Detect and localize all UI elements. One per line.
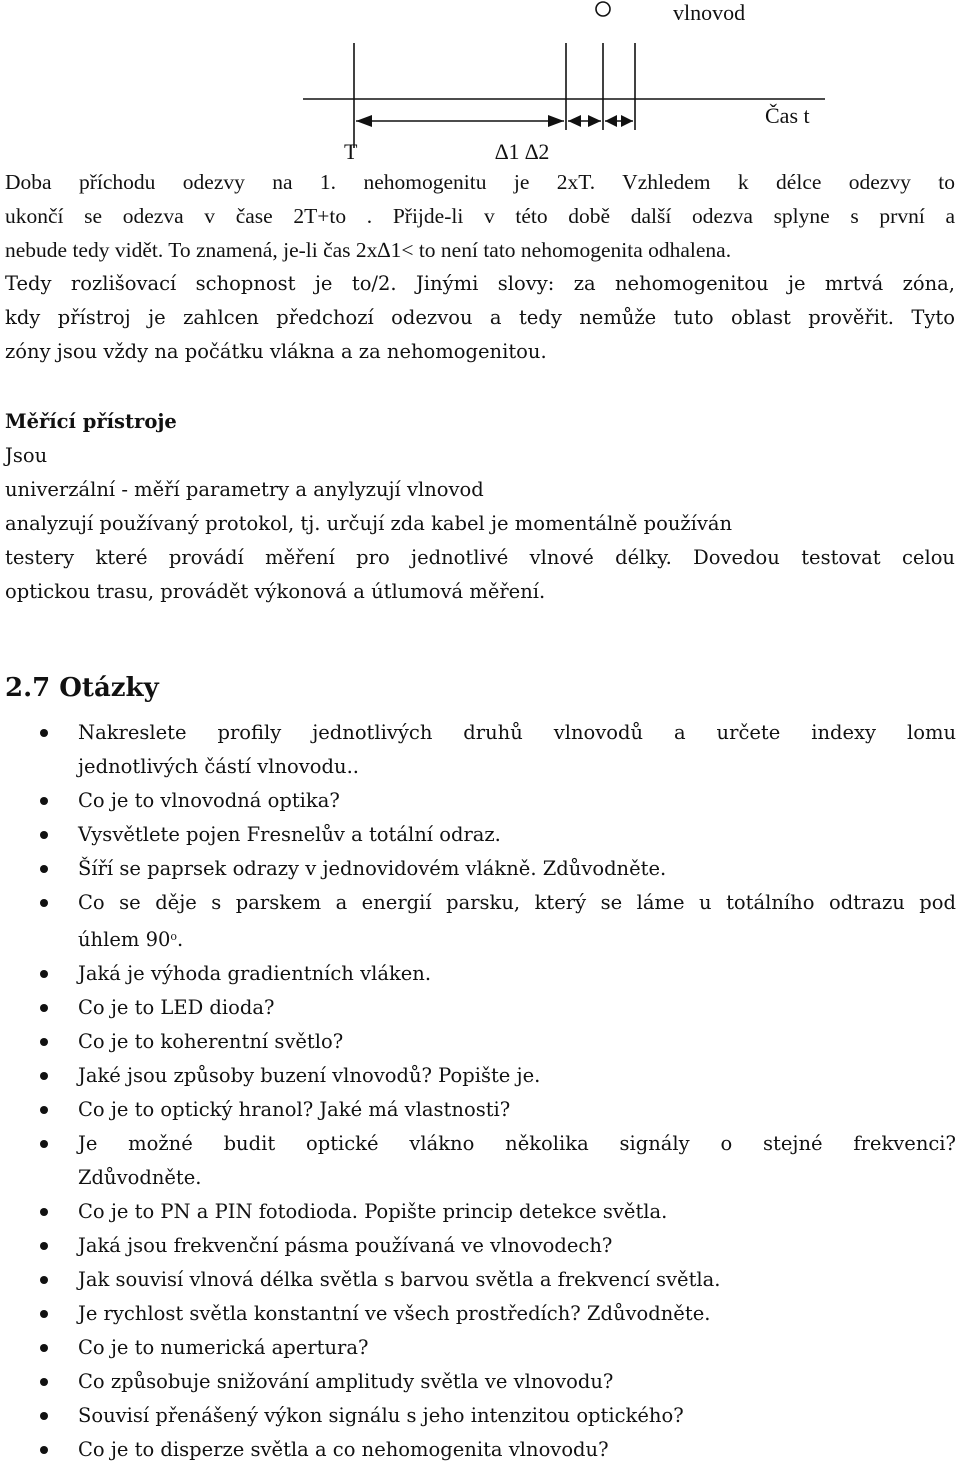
list-item-text: Souvisí přenášený výkon signálu s jeho intenzitou optického? xyxy=(78,1404,684,1427)
list-item xyxy=(0,1093,956,1127)
bullet-icon xyxy=(40,729,48,737)
list-item xyxy=(0,1059,956,1093)
list-item-text: Co je to koherentní světlo? xyxy=(78,1030,344,1053)
list-item xyxy=(0,1365,956,1399)
list-item-text: Jak souvisí vlnová délka světla s barvou světla a frekvencí světla. xyxy=(78,1268,721,1291)
list-item xyxy=(0,1025,956,1059)
bullet-icon xyxy=(40,797,48,805)
list-item xyxy=(0,1433,956,1467)
label-T: T xyxy=(344,139,358,164)
arrowhead-d2-right xyxy=(621,115,633,127)
questions-list xyxy=(0,716,956,1467)
list-item-text: Co je to optický hranol? Jaké má vlastnosti? xyxy=(78,1098,511,1121)
paragraph-line: kdy přístroj je zahlcen předchozí odezvou a tedy nemůže tuto oblast prověřit. Tyto xyxy=(5,306,955,329)
bullet-icon xyxy=(40,1072,48,1080)
bullet-icon xyxy=(40,865,48,873)
time-diagram-graphic xyxy=(0,0,960,165)
label-time: Čas t xyxy=(765,103,810,128)
time-diagram xyxy=(0,0,960,165)
list-item-text: Je rychlost světla konstantní ve všech prostředích? Zdůvodněte. xyxy=(78,1302,711,1325)
list-item-text: Co je to numerická apertura? xyxy=(78,1336,369,1359)
bullet-icon xyxy=(40,1106,48,1114)
list-item-text: Je možné budit optické vlákno několika signály o stejné frekvenci? xyxy=(78,1132,956,1155)
list-item xyxy=(0,1399,956,1433)
list-item-text: Nakreslete profily jednotlivých druhů vlnovodů a určete indexy lomu xyxy=(78,721,956,744)
list-item-text: Zdůvodněte. xyxy=(78,1166,202,1189)
section-line: Jsou xyxy=(5,444,48,467)
label-vlnovod: vlnovod xyxy=(673,0,746,25)
list-item-text: Vysvětlete pojen Fresnelův a totální odraz. xyxy=(78,823,501,846)
section-measuring xyxy=(5,405,955,609)
list-item xyxy=(0,852,956,886)
list-item-text: Co je to LED dioda? xyxy=(78,996,275,1019)
arrowhead-T-left xyxy=(356,115,372,127)
paragraph-line: ukončí se odezva v čase 2T+to . Přijde-li v této době další odezva splyne s první a xyxy=(5,204,955,228)
bullet-icon xyxy=(40,1038,48,1046)
bullet-icon xyxy=(40,1310,48,1318)
bullet-icon xyxy=(40,1378,48,1386)
bullet-icon xyxy=(40,1140,48,1148)
list-item-text: Šíří se paprsek odrazy v jednovidovém vlákně. Zdůvodněte. xyxy=(78,857,667,880)
arrowhead-d2-left xyxy=(605,115,617,127)
bullet-icon xyxy=(40,1208,48,1216)
section-line: analyzují používaný protokol, tj. určují zda kabel je momentálně používán xyxy=(5,512,733,535)
list-item xyxy=(0,1331,956,1365)
paragraph-line: Tedy rozlišovací schopnost je to/2. Jinými slovy: za nehomogenitou je mrtvá zóna, xyxy=(5,272,955,295)
circle-marker xyxy=(596,2,610,16)
bullet-icon xyxy=(40,970,48,978)
list-item-text: Jaké jsou způsoby buzení vlnovodů? Popište je. xyxy=(78,1064,541,1087)
paragraph-line: nebude tedy vidět. To znamená, je-li čas 2x∆1< to není tato nehomogenita odhalena. xyxy=(5,238,732,262)
degree-mark: o xyxy=(170,930,178,943)
questions-heading: 2.7 Otázky xyxy=(5,673,159,703)
list-item-text: jednotlivých částí vlnovodu.. xyxy=(78,755,359,778)
label-deltas: ∆1 ∆2 xyxy=(495,139,550,164)
list-item-text: Jaká je výhoda gradientních vláken. xyxy=(78,962,432,985)
list-item-text-part: úhlem 90 xyxy=(78,928,171,951)
list-item-text: Co je to vlnovodná optika? xyxy=(78,789,340,812)
bullet-icon xyxy=(40,1446,48,1454)
arrowhead-d1-left xyxy=(568,115,581,127)
bullet-icon xyxy=(40,1412,48,1420)
list-item-text xyxy=(78,920,956,957)
list-item xyxy=(0,1195,956,1229)
arrowhead-T-right xyxy=(548,115,564,127)
list-item xyxy=(0,818,956,852)
section-line: optickou trasu, provádět výkonová a útlumová měření. xyxy=(5,580,546,603)
bullet-icon xyxy=(40,1276,48,1284)
paragraph-line: zóny jsou vždy na počátku vlákna a za nehomogenitou. xyxy=(5,340,547,363)
bullet-icon xyxy=(40,1242,48,1250)
list-item xyxy=(0,991,956,1025)
list-item-text-tail: . xyxy=(177,928,184,951)
list-item xyxy=(0,886,956,957)
section-line: testery které provádí měření pro jednotlivé vlnové délky. Dovedou testovat celou xyxy=(5,546,955,569)
list-item xyxy=(0,784,956,818)
list-item xyxy=(0,1297,956,1331)
section-line: univerzální - měří parametry a anylyzují vlnovod xyxy=(5,478,484,501)
list-item xyxy=(0,1229,956,1263)
list-item-text: Jaká jsou frekvenční pásma používaná ve vlnovodech? xyxy=(78,1234,613,1257)
list-item-text: Co se děje s parskem a energií parsku, který se láme u totálního odtrazu pod xyxy=(78,891,956,914)
bullet-icon xyxy=(40,831,48,839)
paragraph-resolution xyxy=(5,165,955,369)
bullet-icon xyxy=(40,899,48,907)
list-item xyxy=(0,957,956,991)
section-heading: Měřící přístroje xyxy=(5,410,177,433)
list-item-text: Co je to disperze světla a co nehomogenita vlnovodu? xyxy=(78,1438,609,1461)
list-item xyxy=(0,716,956,784)
paragraph-line: Doba příchodu odezvy na 1. nehomogenitu je 2xT. Vzhledem k délce odezvy to xyxy=(5,170,955,194)
list-item-text: Co je to PN a PIN fotodioda. Popište princip detekce světla. xyxy=(78,1200,668,1223)
arrowhead-d1-right xyxy=(588,115,601,127)
list-item-text: Co způsobuje snižování amplitudy světla ve vlnovodu? xyxy=(78,1370,614,1393)
bullet-icon xyxy=(40,1004,48,1012)
bullet-icon xyxy=(40,1344,48,1352)
list-item xyxy=(0,1127,956,1195)
list-item xyxy=(0,1263,956,1297)
